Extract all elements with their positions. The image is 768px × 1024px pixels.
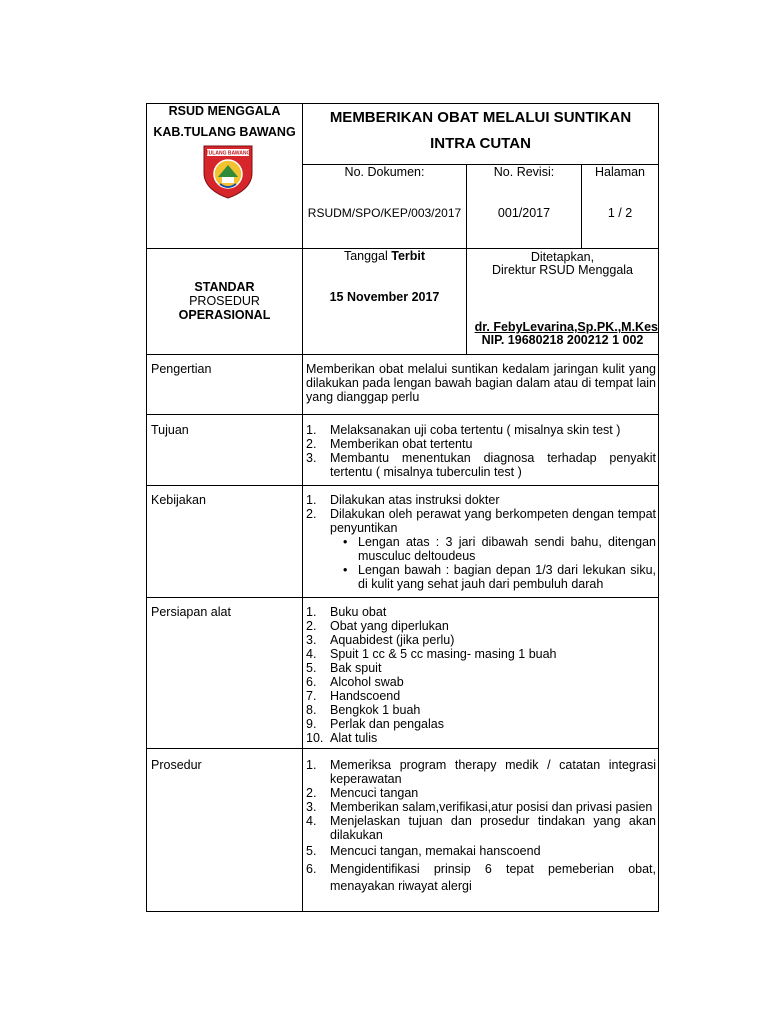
list-item: 3. Aquabidest (jika perlu) xyxy=(306,633,455,647)
list-item: 7. Handscoend xyxy=(306,689,401,703)
list-item: 1. Dilakukan atas instruksi dokter xyxy=(306,493,500,507)
kebijakan-list xyxy=(306,493,656,535)
list-item: 1. Memeriksa program therapy medik / catatan integrasi keperawatan xyxy=(306,758,656,786)
persiapan-list xyxy=(306,605,656,745)
list-item: 6. Mengidentifikasi prinsip 6 tepat pemeberian obat, menayakan riwayat alergi xyxy=(306,862,656,893)
list-item: 5. Bak spuit xyxy=(306,661,382,675)
pengertian-text: Memberikan obat melalui suntikan kedalam jaringan kulit yang dilakukan pada lengan bawah bagian dalam atau di tempat lain yang dianggap perlu xyxy=(306,362,656,404)
sop-prosedur: PROSEDUR xyxy=(189,294,260,308)
hospital-logo xyxy=(200,143,256,199)
list-item: 1. Buku obat xyxy=(306,605,387,619)
section-label-prosedur: Prosedur xyxy=(151,758,202,772)
terbit-label: Terbit xyxy=(391,249,426,263)
bullet-item: • Lengan atas : 3 jari dibawah sendi bahu, ditengan musculuc deltoudeus xyxy=(343,535,656,563)
list-item: 1. Melaksanakan uji coba tertentu ( misalnya skin test ) xyxy=(306,423,621,437)
list-item: 2. Memberikan obat tertentu xyxy=(306,437,473,451)
sop-operasional: OPERASIONAL xyxy=(178,308,271,322)
revision-value: 001/2017 xyxy=(497,206,551,220)
svg-text:TULANG BAWANG: TULANG BAWANG xyxy=(205,150,251,157)
list-item: 3. Memberikan salam,verifikasi,atur posisi dan privasi pasien xyxy=(306,800,653,814)
signer-name: dr. FebyLevarina,Sp.PK.,M.Kes xyxy=(474,320,658,334)
rule xyxy=(146,414,659,415)
revision-label: No. Revisi: xyxy=(493,165,555,179)
list-item: 6. Alcohol swab xyxy=(306,675,404,689)
director-title: Direktur RSUD Menggala xyxy=(491,263,634,277)
rule xyxy=(146,748,659,749)
section-label-kebijakan: Kebijakan xyxy=(151,493,206,507)
page-value: 1 / 2 xyxy=(607,206,633,220)
rule xyxy=(146,354,659,355)
tujuan-list xyxy=(306,423,656,479)
list-item: 5. Mencuci tangan, memakai hanscoend xyxy=(306,844,541,858)
rule xyxy=(146,911,659,912)
ditetapkan-label: Ditetapkan, xyxy=(530,250,595,264)
rule xyxy=(146,485,659,486)
doc-number-value: RSUDM/SPO/KEP/003/2017 xyxy=(307,206,462,220)
list-item: 2. Dilakukan oleh perawat yang berkompeten dengan tempat penyuntikan xyxy=(306,507,656,535)
document-title-line1: MEMBERIKAN OBAT MELALUI SUNTIKAN xyxy=(329,109,632,126)
signer-nip: NIP. 19680218 200212 1 002 xyxy=(481,333,644,347)
rule xyxy=(146,597,659,598)
list-item: 10. Alat tulis xyxy=(306,731,378,745)
bullet-item: • Lengan bawah : bagian depan 1/3 dari lekukan siku, di kulit yang sehat jauh dari pembuluh darah xyxy=(343,563,656,591)
section-label-pengertian: Pengertian xyxy=(151,362,212,376)
section-label-persiapan: Persiapan alat xyxy=(151,605,231,619)
hospital-regency: KAB.TULANG BAWANG xyxy=(153,125,296,139)
document-title-line2: INTRA CUTAN xyxy=(430,135,531,152)
sop-standar: STANDAR xyxy=(194,280,255,294)
list-item: 9. Perlak dan pengalas xyxy=(306,717,444,731)
tanggal-label: Tanggal xyxy=(343,249,388,263)
doc-number-label: No. Dokumen: xyxy=(344,165,425,179)
issue-date-label xyxy=(303,249,466,263)
list-item: 4. Menjelaskan tujuan dan prosedur tindakan yang akan dilakukan xyxy=(306,814,656,842)
list-item: 2. Mencuci tangan xyxy=(306,786,419,800)
rule xyxy=(658,103,659,912)
list-item: 8. Bengkok 1 buah xyxy=(306,703,421,717)
page-label: Halaman xyxy=(594,165,646,179)
rule xyxy=(146,103,147,912)
list-item: 2. Obat yang diperlukan xyxy=(306,619,449,633)
rule xyxy=(302,103,303,912)
section-label-tujuan: Tujuan xyxy=(151,423,189,437)
list-item: 3. Membantu menentukan diagnosa terhadap penyakit tertentu ( misalnya tuberculin test ) xyxy=(306,451,656,479)
kebijakan-bullets xyxy=(306,535,656,591)
list-item: 4. Spuit 1 cc & 5 cc masing- masing 1 buah xyxy=(306,647,557,661)
prosedur-list xyxy=(306,758,656,895)
hospital-name: RSUD MENGGALA xyxy=(168,104,281,118)
issue-date-value: 15 November 2017 xyxy=(329,290,440,304)
